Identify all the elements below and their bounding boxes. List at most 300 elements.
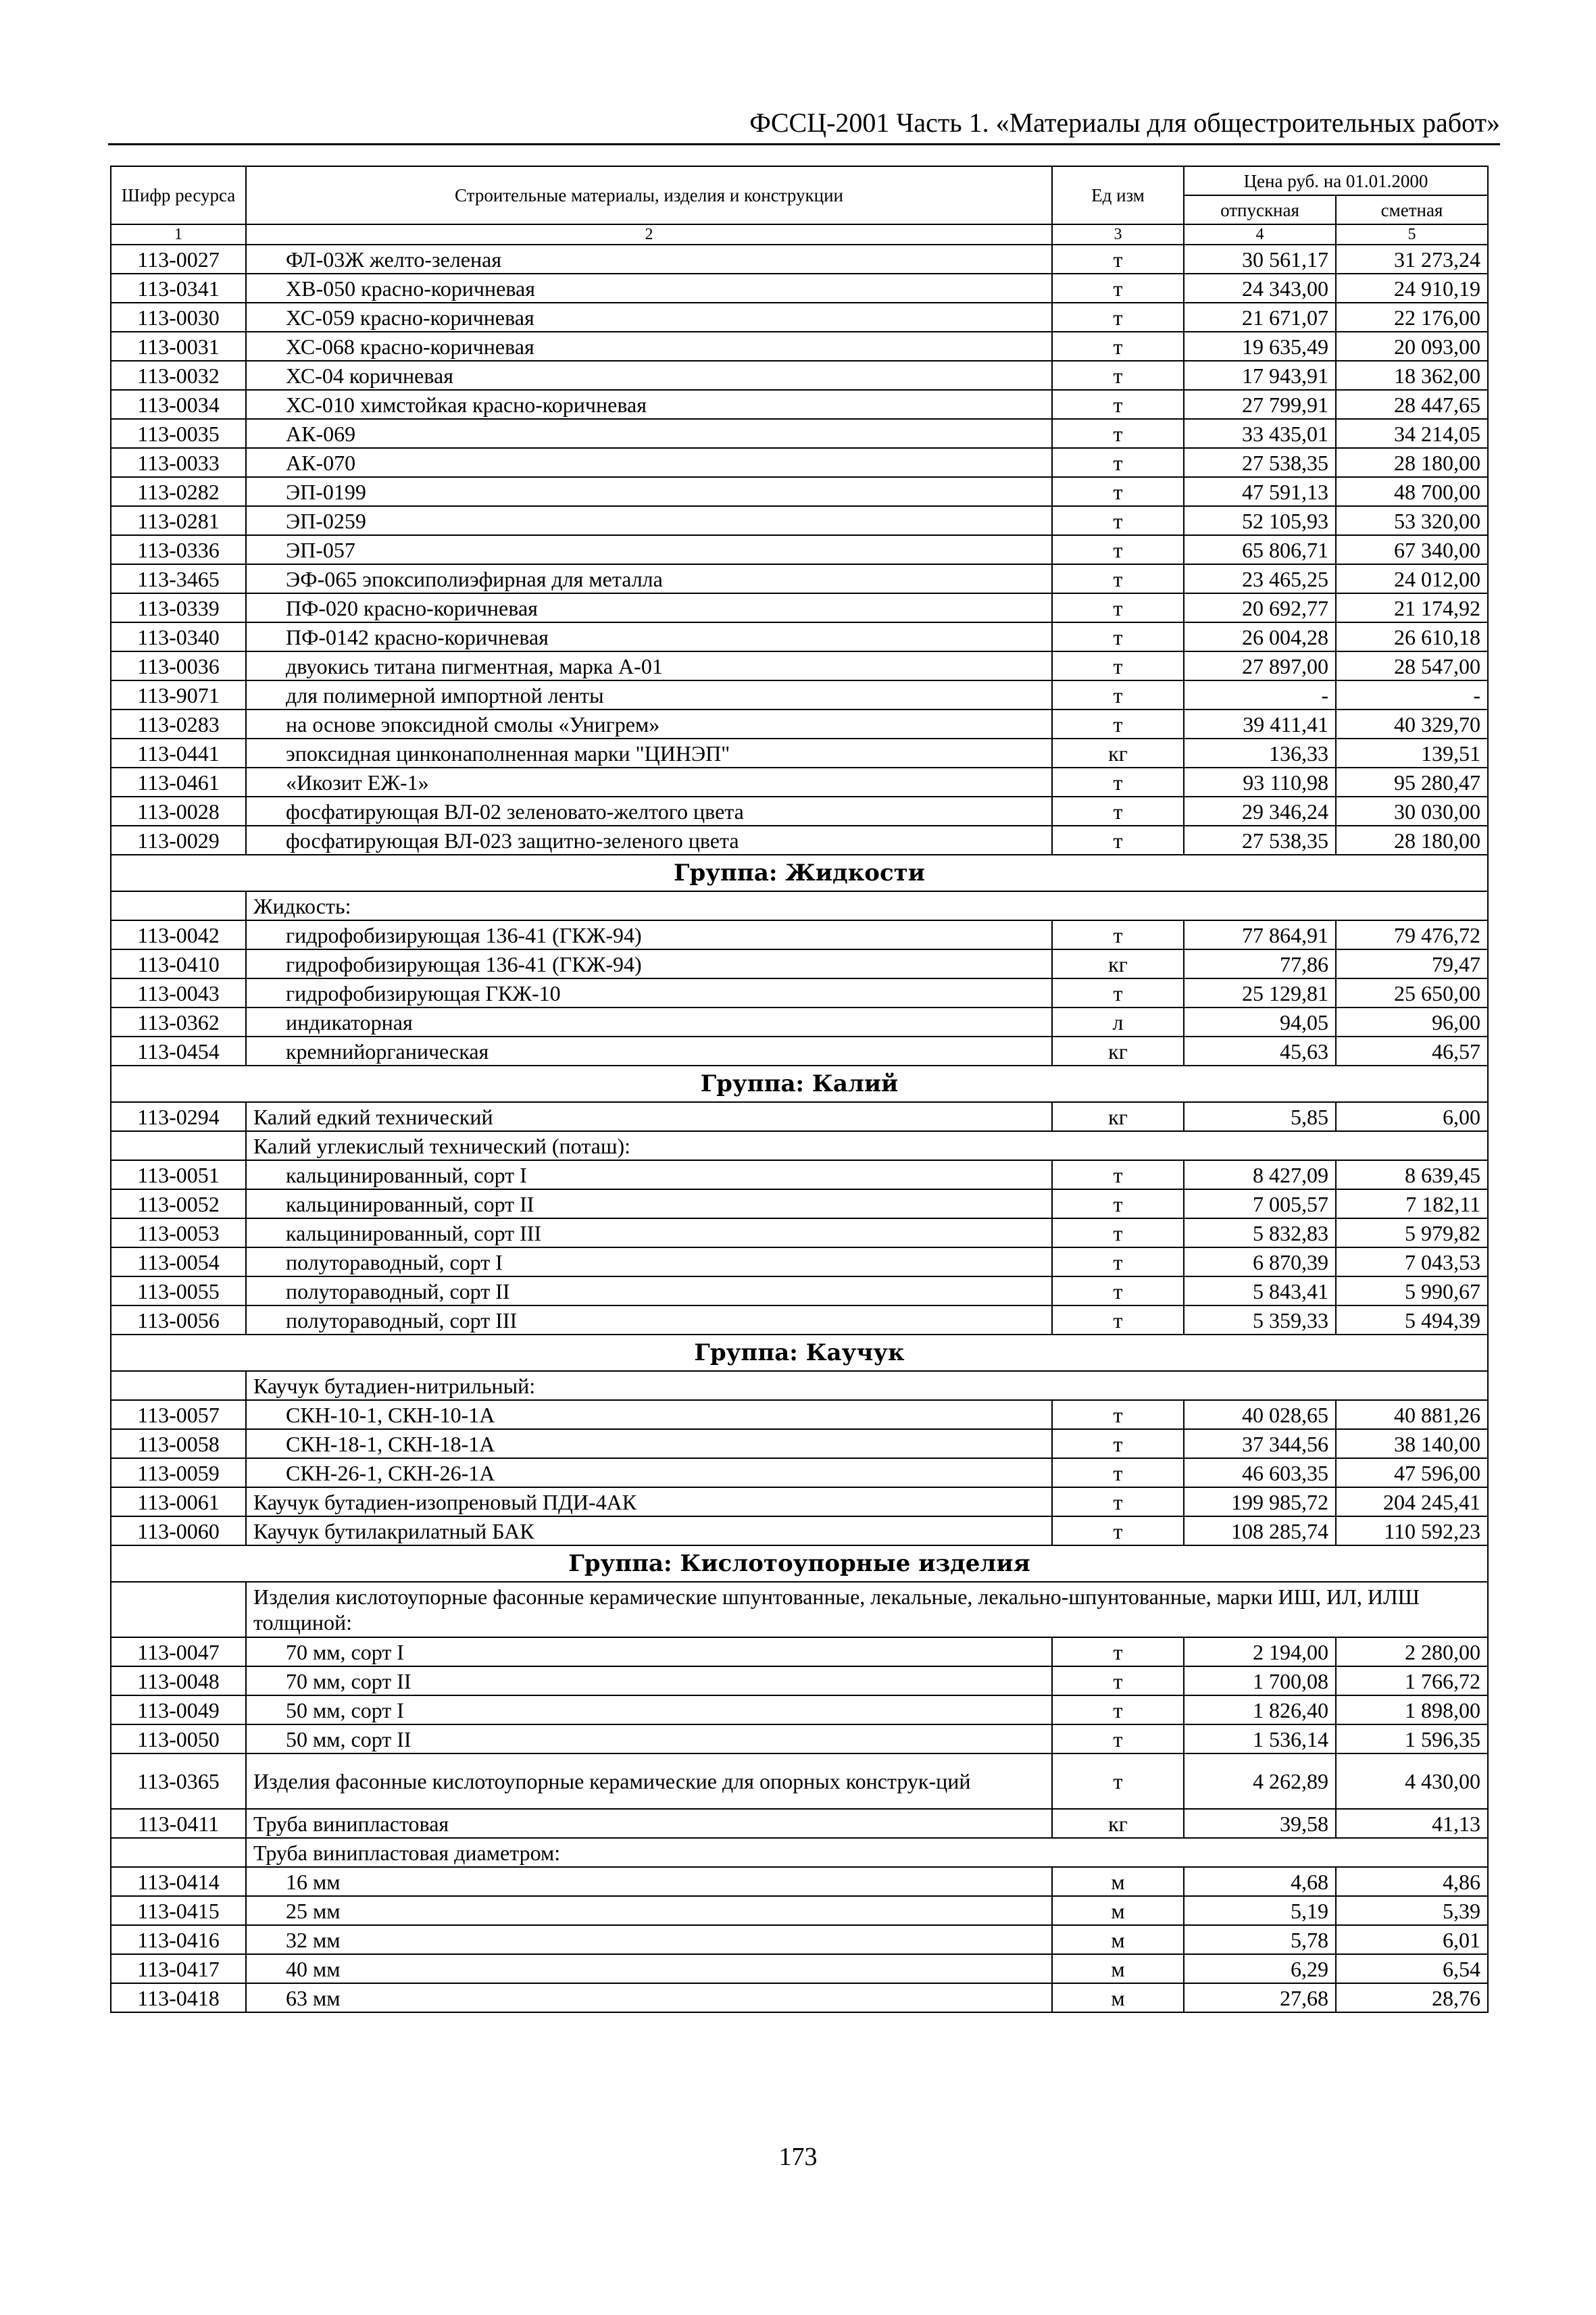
release-price: 5,78 xyxy=(1184,1925,1336,1954)
unit-of-measure: т xyxy=(1052,1458,1184,1487)
resource-code: 113-0365 xyxy=(111,1753,246,1809)
resource-code: 113-0294 xyxy=(111,1102,246,1131)
resource-code: 113-0033 xyxy=(111,448,246,477)
release-price: 1 826,40 xyxy=(1184,1695,1336,1724)
unit-of-measure: т xyxy=(1052,1429,1184,1458)
material-name: АК-070 xyxy=(246,448,1052,477)
release-price: 136,33 xyxy=(1184,739,1336,768)
estimate-price: 38 140,00 xyxy=(1336,1429,1488,1458)
estimate-price: 41,13 xyxy=(1336,1809,1488,1838)
material-name: ЭП-057 xyxy=(246,535,1052,564)
table-row xyxy=(111,332,1488,361)
table-row xyxy=(111,535,1488,564)
table-row xyxy=(111,680,1488,710)
unit-of-measure: т xyxy=(1052,622,1184,651)
estimate-price: 31 273,24 xyxy=(1336,245,1488,274)
resource-code: 113-0414 xyxy=(111,1867,246,1896)
table-row xyxy=(111,1954,1488,1983)
resource-code: 113-0415 xyxy=(111,1896,246,1925)
estimate-price: 28,76 xyxy=(1336,1983,1488,2012)
resource-code: 113-0043 xyxy=(111,978,246,1007)
table-row xyxy=(111,622,1488,651)
unit-of-measure: т xyxy=(1052,1189,1184,1218)
resource-code: 113-0051 xyxy=(111,1160,246,1189)
release-price: 1 700,08 xyxy=(1184,1666,1336,1695)
group-heading-row xyxy=(111,1545,1488,1582)
material-name: Изделия фасонные кислотоупорные керамические для опорных конструк-ций xyxy=(246,1753,1052,1809)
release-price: 19 635,49 xyxy=(1184,332,1336,361)
unit-of-measure: кг xyxy=(1052,1102,1184,1131)
unit-of-measure: т xyxy=(1052,1637,1184,1666)
subgroup-heading: Труба винипластовая диаметром: xyxy=(246,1838,1488,1867)
material-name: ХС-059 красно-коричневая xyxy=(246,303,1052,332)
estimate-price: 7 043,53 xyxy=(1336,1247,1488,1276)
table-row xyxy=(111,1695,1488,1724)
resource-code: 113-0411 xyxy=(111,1809,246,1838)
table-row xyxy=(111,1007,1488,1037)
resource-code: 113-0417 xyxy=(111,1954,246,1983)
unit-of-measure: т xyxy=(1052,274,1184,303)
unit-of-measure: кг xyxy=(1052,949,1184,978)
release-price: 40 028,65 xyxy=(1184,1400,1336,1429)
estimate-price: 5 979,82 xyxy=(1336,1218,1488,1247)
resource-code: 113-0410 xyxy=(111,949,246,978)
subgroup-heading: Изделия кислотоупорные фасонные керамические шпунтованные, лекальные, лекально-шпунтованные, марки ИШ, ИЛ, ИЛШ толщиной: xyxy=(246,1582,1488,1637)
resource-code: 113-0050 xyxy=(111,1724,246,1753)
group-heading: Группа: Каучук xyxy=(111,1335,1488,1371)
unit-of-measure: кг xyxy=(1052,1809,1184,1838)
release-price: 5 359,33 xyxy=(1184,1305,1336,1335)
column-header-code: Шифр ресурса xyxy=(111,166,246,224)
table-row xyxy=(111,506,1488,535)
material-name: ХС-010 химстойкая красно-коричневая xyxy=(246,390,1052,419)
release-price: 5,19 xyxy=(1184,1896,1336,1925)
estimate-price: 95 280,47 xyxy=(1336,768,1488,797)
material-name: 70 мм, сорт II xyxy=(246,1666,1052,1695)
material-name: СКН-26-1, СКН-26-1А xyxy=(246,1458,1052,1487)
resource-code: 113-0030 xyxy=(111,303,246,332)
material-name: ПФ-020 красно-коричневая xyxy=(246,593,1052,622)
column-number: 2 xyxy=(246,224,1052,245)
subgroup-heading: Калий углекислый технический (поташ): xyxy=(246,1131,1488,1160)
release-price: 47 591,13 xyxy=(1184,477,1336,506)
table-row xyxy=(111,739,1488,768)
release-price: 27 799,91 xyxy=(1184,390,1336,419)
table-row xyxy=(111,1753,1488,1809)
table-row xyxy=(111,1037,1488,1066)
resource-code: 113-0052 xyxy=(111,1189,246,1218)
column-header-release-price: отпускная xyxy=(1184,195,1336,224)
column-header-price: Цена руб. на 01.01.2000 xyxy=(1184,166,1488,195)
unit-of-measure: т xyxy=(1052,1724,1184,1753)
release-price: 17 943,91 xyxy=(1184,361,1336,390)
table-row xyxy=(111,1429,1488,1458)
table-row xyxy=(111,1983,1488,2012)
table-row xyxy=(111,303,1488,332)
resource-code: 113-0054 xyxy=(111,1247,246,1276)
table-row xyxy=(111,797,1488,826)
release-price: 27 538,35 xyxy=(1184,826,1336,855)
price-table-body xyxy=(111,166,1488,2012)
resource-code: 113-0454 xyxy=(111,1037,246,1066)
unit-of-measure: т xyxy=(1052,1753,1184,1809)
unit-of-measure: т xyxy=(1052,1487,1184,1516)
material-name: Каучук бутилакрилатный БАК xyxy=(246,1516,1052,1545)
material-name: кремнийорганическая xyxy=(246,1037,1052,1066)
material-name: 70 мм, сорт I xyxy=(246,1637,1052,1666)
resource-code: 113-0055 xyxy=(111,1276,246,1305)
resource-code: 113-9071 xyxy=(111,680,246,710)
material-name: полутораводный, сорт III xyxy=(246,1305,1052,1335)
release-price: 23 465,25 xyxy=(1184,564,1336,593)
page-number: 173 xyxy=(778,2143,818,2171)
material-name: полутораводный, сорт II xyxy=(246,1276,1052,1305)
estimate-price: 4,86 xyxy=(1336,1867,1488,1896)
subgroup-heading-row xyxy=(111,1838,1488,1867)
table-row xyxy=(111,1809,1488,1838)
table-row xyxy=(111,361,1488,390)
release-price: 52 105,93 xyxy=(1184,506,1336,535)
table-row xyxy=(111,1189,1488,1218)
release-price: 25 129,81 xyxy=(1184,978,1336,1007)
table-row xyxy=(111,477,1488,506)
unit-of-measure: т xyxy=(1052,768,1184,797)
resource-code: 113-0029 xyxy=(111,826,246,855)
resource-code: 113-0048 xyxy=(111,1666,246,1695)
page-header-title: ФССЦ-2001 Часть 1. «Материалы для общестроительных работ» xyxy=(749,107,1500,138)
table-row xyxy=(111,978,1488,1007)
estimate-price: - xyxy=(1336,680,1488,710)
material-name: кальцинированный, сорт II xyxy=(246,1189,1052,1218)
unit-of-measure: т xyxy=(1052,1666,1184,1695)
material-name: на основе эпоксидной смолы «Унигрем» xyxy=(246,710,1052,739)
release-price: 77,86 xyxy=(1184,949,1336,978)
estimate-price: 22 176,00 xyxy=(1336,303,1488,332)
estimate-price: 40 881,26 xyxy=(1336,1400,1488,1429)
table-row xyxy=(111,1925,1488,1954)
subgroup-code-cell xyxy=(111,1131,246,1160)
group-heading-row xyxy=(111,855,1488,891)
estimate-price: 1 596,35 xyxy=(1336,1724,1488,1753)
release-price: 4,68 xyxy=(1184,1867,1336,1896)
estimate-price: 1 766,72 xyxy=(1336,1666,1488,1695)
release-price: 65 806,71 xyxy=(1184,535,1336,564)
release-price: - xyxy=(1184,680,1336,710)
resource-code: 113-0341 xyxy=(111,274,246,303)
material-name: ЭП-0199 xyxy=(246,477,1052,506)
table-row xyxy=(111,949,1488,978)
table-row xyxy=(111,245,1488,274)
estimate-price: 79 476,72 xyxy=(1336,920,1488,949)
estimate-price: 2 280,00 xyxy=(1336,1637,1488,1666)
table-row xyxy=(111,1218,1488,1247)
unit-of-measure: т xyxy=(1052,710,1184,739)
table-row xyxy=(111,1458,1488,1487)
group-heading-row xyxy=(111,1066,1488,1102)
resource-code: 113-0049 xyxy=(111,1695,246,1724)
unit-of-measure: т xyxy=(1052,390,1184,419)
unit-of-measure: т xyxy=(1052,535,1184,564)
unit-of-measure: т xyxy=(1052,361,1184,390)
unit-of-measure: т xyxy=(1052,1695,1184,1724)
subgroup-code-cell xyxy=(111,1582,246,1637)
table-row xyxy=(111,1276,1488,1305)
release-price: 33 435,01 xyxy=(1184,419,1336,448)
table-row xyxy=(111,1487,1488,1516)
subgroup-code-cell xyxy=(111,1371,246,1400)
table-row xyxy=(111,390,1488,419)
release-price: 5 832,83 xyxy=(1184,1218,1336,1247)
resource-code: 113-0053 xyxy=(111,1218,246,1247)
material-name: эпоксидная цинконаполненная марки "ЦИНЭП" xyxy=(246,739,1052,768)
material-name: кальцинированный, сорт III xyxy=(246,1218,1052,1247)
unit-of-measure: т xyxy=(1052,448,1184,477)
subgroup-code-cell xyxy=(111,891,246,920)
subgroup-heading: Каучук бутадиен-нитрильный: xyxy=(246,1371,1488,1400)
estimate-price: 28 547,00 xyxy=(1336,651,1488,680)
group-heading-row xyxy=(111,1335,1488,1371)
resource-code: 113-0340 xyxy=(111,622,246,651)
estimate-price: 6,54 xyxy=(1336,1954,1488,1983)
material-name: кальцинированный, сорт I xyxy=(246,1160,1052,1189)
resource-code: 113-0047 xyxy=(111,1637,246,1666)
resource-code: 113-3465 xyxy=(111,564,246,593)
material-name: АК-069 xyxy=(246,419,1052,448)
unit-of-measure: т xyxy=(1052,797,1184,826)
estimate-price: 96,00 xyxy=(1336,1007,1488,1037)
estimate-price: 25 650,00 xyxy=(1336,978,1488,1007)
resource-code: 113-0057 xyxy=(111,1400,246,1429)
estimate-price: 1 898,00 xyxy=(1336,1695,1488,1724)
table-row xyxy=(111,826,1488,855)
subgroup-heading-row xyxy=(111,1131,1488,1160)
estimate-price: 24 910,19 xyxy=(1336,274,1488,303)
resource-code: 113-0461 xyxy=(111,768,246,797)
estimate-price: 8 639,45 xyxy=(1336,1160,1488,1189)
material-name: 16 мм xyxy=(246,1867,1052,1896)
material-name: фосфатирующая ВЛ-02 зеленовато-желтого цвета xyxy=(246,797,1052,826)
group-heading: Группа: Калий xyxy=(111,1066,1488,1102)
resource-code: 113-0418 xyxy=(111,1983,246,2012)
release-price: 20 692,77 xyxy=(1184,593,1336,622)
resource-code: 113-0032 xyxy=(111,361,246,390)
material-name: ХС-068 красно-коричневая xyxy=(246,332,1052,361)
release-price: 46 603,35 xyxy=(1184,1458,1336,1487)
release-price: 24 343,00 xyxy=(1184,274,1336,303)
release-price: 93 110,98 xyxy=(1184,768,1336,797)
estimate-price: 47 596,00 xyxy=(1336,1458,1488,1487)
table-row xyxy=(111,564,1488,593)
release-price: 27 538,35 xyxy=(1184,448,1336,477)
resource-code: 113-0282 xyxy=(111,477,246,506)
table-row xyxy=(111,448,1488,477)
material-name: СКН-10-1, СКН-10-1А xyxy=(246,1400,1052,1429)
material-name: 50 мм, сорт I xyxy=(246,1695,1052,1724)
material-name: гидрофобизирующая 136-41 (ГКЖ-94) xyxy=(246,949,1052,978)
subgroup-heading-row xyxy=(111,891,1488,920)
unit-of-measure: кг xyxy=(1052,739,1184,768)
estimate-price: 34 214,05 xyxy=(1336,419,1488,448)
estimate-price: 5 494,39 xyxy=(1336,1305,1488,1335)
unit-of-measure: м xyxy=(1052,1896,1184,1925)
resource-code: 113-0027 xyxy=(111,245,246,274)
estimate-price: 6,01 xyxy=(1336,1925,1488,1954)
resource-code: 113-0059 xyxy=(111,1458,246,1487)
release-price: 39,58 xyxy=(1184,1809,1336,1838)
subgroup-code-cell xyxy=(111,1838,246,1867)
unit-of-measure: т xyxy=(1052,1247,1184,1276)
resource-code: 113-0281 xyxy=(111,506,246,535)
estimate-price: 4 430,00 xyxy=(1336,1753,1488,1809)
price-table xyxy=(110,166,1489,2013)
table-row xyxy=(111,1896,1488,1925)
estimate-price: 20 093,00 xyxy=(1336,332,1488,361)
material-name: ХВ-050 красно-коричневая xyxy=(246,274,1052,303)
resource-code: 113-0034 xyxy=(111,390,246,419)
material-name: 63 мм xyxy=(246,1983,1052,2012)
estimate-price: 18 362,00 xyxy=(1336,361,1488,390)
estimate-price: 6,00 xyxy=(1336,1102,1488,1131)
table-row xyxy=(111,1516,1488,1545)
material-name: Труба винипластовая xyxy=(246,1809,1052,1838)
resource-code: 113-0042 xyxy=(111,920,246,949)
unit-of-measure: м xyxy=(1052,1983,1184,2012)
release-price: 5,85 xyxy=(1184,1102,1336,1131)
material-name: Калий едкий технический xyxy=(246,1102,1052,1131)
material-name: Каучук бутадиен-изопреновый ПДИ-4АК xyxy=(246,1487,1052,1516)
unit-of-measure: т xyxy=(1052,1516,1184,1545)
estimate-price: 26 610,18 xyxy=(1336,622,1488,651)
subgroup-heading-row xyxy=(111,1582,1488,1637)
estimate-price: 48 700,00 xyxy=(1336,477,1488,506)
release-price: 29 346,24 xyxy=(1184,797,1336,826)
unit-of-measure: т xyxy=(1052,593,1184,622)
subgroup-heading-row xyxy=(111,1371,1488,1400)
release-price: 77 864,91 xyxy=(1184,920,1336,949)
unit-of-measure: т xyxy=(1052,303,1184,332)
table-row xyxy=(111,1102,1488,1131)
release-price: 27,68 xyxy=(1184,1983,1336,2012)
resource-code: 113-0336 xyxy=(111,535,246,564)
resource-code: 113-0339 xyxy=(111,593,246,622)
table-row xyxy=(111,651,1488,680)
unit-of-measure: т xyxy=(1052,564,1184,593)
estimate-price: 5 990,67 xyxy=(1336,1276,1488,1305)
material-name: ПФ-0142 красно-коричневая xyxy=(246,622,1052,651)
column-header-unit: Ед изм xyxy=(1052,166,1184,224)
column-number-row xyxy=(111,224,1488,245)
table-row xyxy=(111,419,1488,448)
material-name: 32 мм xyxy=(246,1925,1052,1954)
resource-code: 113-0416 xyxy=(111,1925,246,1954)
table-row xyxy=(111,1637,1488,1666)
table-row xyxy=(111,1160,1488,1189)
unit-of-measure: т xyxy=(1052,1218,1184,1247)
unit-of-measure: т xyxy=(1052,1400,1184,1429)
table-row xyxy=(111,1247,1488,1276)
material-name: 40 мм xyxy=(246,1954,1052,1983)
column-header-estimate-price: сметная xyxy=(1336,195,1488,224)
unit-of-measure: т xyxy=(1052,419,1184,448)
release-price: 45,63 xyxy=(1184,1037,1336,1066)
material-name: полутораводный, сорт I xyxy=(246,1247,1052,1276)
unit-of-measure: кг xyxy=(1052,1037,1184,1066)
unit-of-measure: т xyxy=(1052,651,1184,680)
estimate-price: 28 447,65 xyxy=(1336,390,1488,419)
estimate-price: 204 245,41 xyxy=(1336,1487,1488,1516)
estimate-price: 24 012,00 xyxy=(1336,564,1488,593)
material-name: гидрофобизирующая ГКЖ-10 xyxy=(246,978,1052,1007)
unit-of-measure: т xyxy=(1052,332,1184,361)
unit-of-measure: т xyxy=(1052,680,1184,710)
unit-of-measure: т xyxy=(1052,1305,1184,1335)
resource-code: 113-0283 xyxy=(111,710,246,739)
column-header-name: Строительные материалы, изделия и конструкции xyxy=(246,166,1052,224)
table-row xyxy=(111,274,1488,303)
release-price: 199 985,72 xyxy=(1184,1487,1336,1516)
material-name: двуокись титана пигментная, марка А-01 xyxy=(246,651,1052,680)
release-price: 26 004,28 xyxy=(1184,622,1336,651)
release-price: 37 344,56 xyxy=(1184,1429,1336,1458)
release-price: 27 897,00 xyxy=(1184,651,1336,680)
table-row xyxy=(111,1305,1488,1335)
resource-code: 113-0061 xyxy=(111,1487,246,1516)
unit-of-measure: м xyxy=(1052,1867,1184,1896)
unit-of-measure: т xyxy=(1052,826,1184,855)
release-price: 39 411,41 xyxy=(1184,710,1336,739)
table-row xyxy=(111,920,1488,949)
unit-of-measure: т xyxy=(1052,978,1184,1007)
estimate-price: 30 030,00 xyxy=(1336,797,1488,826)
subgroup-heading: Жидкость: xyxy=(246,891,1488,920)
resource-code: 113-0060 xyxy=(111,1516,246,1545)
unit-of-measure: м xyxy=(1052,1954,1184,1983)
material-name: ЭФ-065 эпоксиполиэфирная для металла xyxy=(246,564,1052,593)
resource-code: 113-0362 xyxy=(111,1007,246,1037)
resource-code: 113-0031 xyxy=(111,332,246,361)
release-price: 6 870,39 xyxy=(1184,1247,1336,1276)
table-row xyxy=(111,1724,1488,1753)
table-row xyxy=(111,1400,1488,1429)
release-price: 8 427,09 xyxy=(1184,1160,1336,1189)
unit-of-measure: л xyxy=(1052,1007,1184,1037)
material-name: «Икозит ЕЖ-1» xyxy=(246,768,1052,797)
material-name: для полимерной импортной ленты xyxy=(246,680,1052,710)
column-number: 5 xyxy=(1336,224,1488,245)
resource-code: 113-0035 xyxy=(111,419,246,448)
release-price: 4 262,89 xyxy=(1184,1753,1336,1809)
column-number: 1 xyxy=(111,224,246,245)
resource-code: 113-0028 xyxy=(111,797,246,826)
release-price: 5 843,41 xyxy=(1184,1276,1336,1305)
estimate-price: 21 174,92 xyxy=(1336,593,1488,622)
unit-of-measure: т xyxy=(1052,245,1184,274)
estimate-price: 139,51 xyxy=(1336,739,1488,768)
table-row xyxy=(111,1666,1488,1695)
unit-of-measure: т xyxy=(1052,1160,1184,1189)
table-header-row xyxy=(111,166,1488,195)
estimate-price: 7 182,11 xyxy=(1336,1189,1488,1218)
unit-of-measure: м xyxy=(1052,1925,1184,1954)
table-row xyxy=(111,593,1488,622)
resource-code: 113-0441 xyxy=(111,739,246,768)
group-heading: Группа: Кислотоупорные изделия xyxy=(111,1545,1488,1582)
table-row xyxy=(111,768,1488,797)
resource-code: 113-0058 xyxy=(111,1429,246,1458)
column-number: 4 xyxy=(1184,224,1336,245)
material-name: 25 мм xyxy=(246,1896,1052,1925)
release-price: 21 671,07 xyxy=(1184,303,1336,332)
